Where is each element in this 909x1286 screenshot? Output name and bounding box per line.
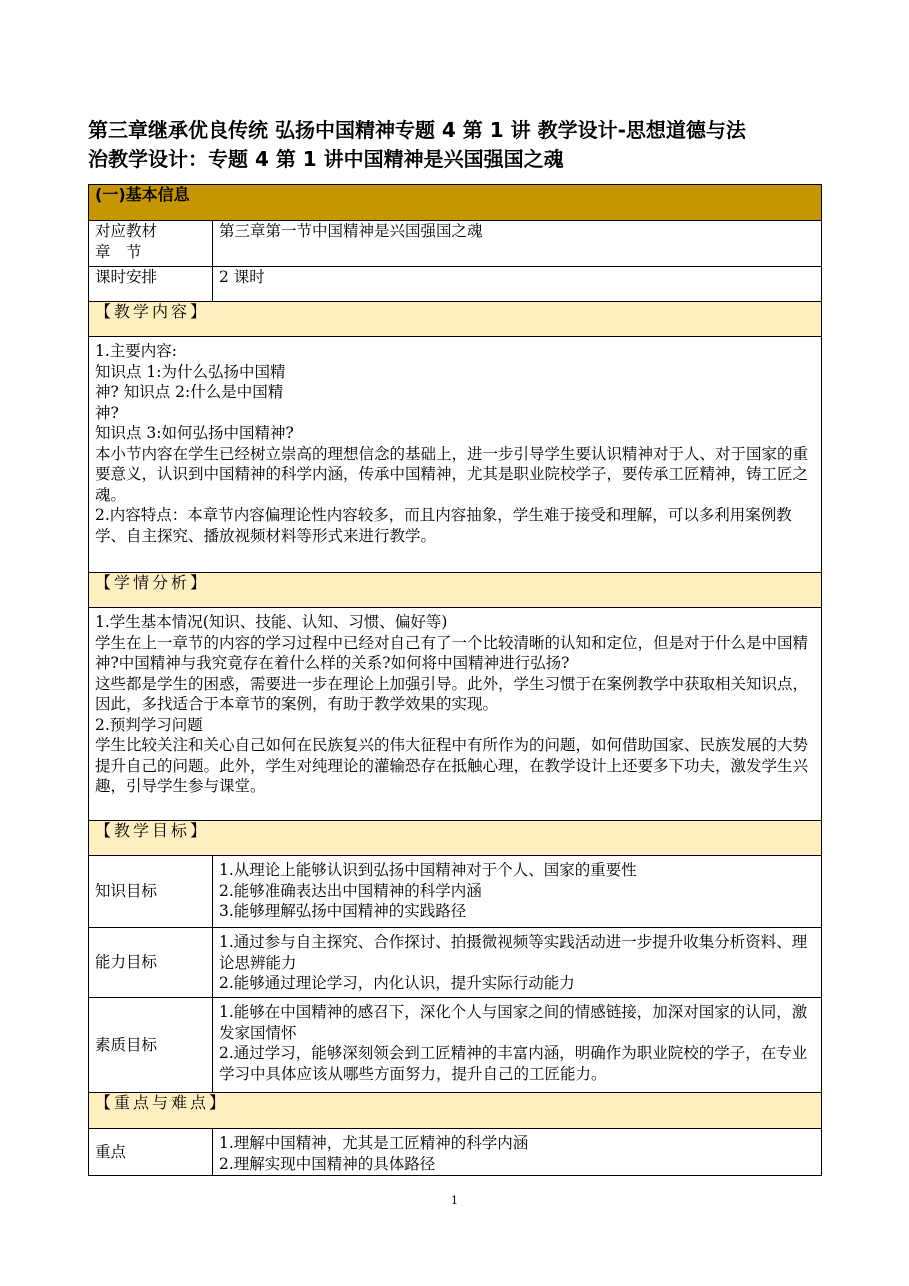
ability-goal-label: 能力目标: [89, 928, 213, 998]
content-body: [89, 337, 822, 573]
knowledge-goal-row: [89, 856, 822, 928]
analysis-paragraph: 学生比较关注和关心自己如何在民族复兴的伟大征程中有所作为的问题，如何借助国家、民族发展的大势提升自己的问题。此外，学生对纯理论的灌输恐存在抵触心理，在教学设计上还要多下功夫，激发学生兴趣，引导学生参与课堂。: [95, 736, 809, 795]
knowledge-goal-item: 2.能够准确表达出中国精神的科学内涵: [219, 881, 482, 900]
focus-body: [213, 1129, 822, 1176]
document-title: [88, 116, 828, 174]
chapter-label: [89, 221, 213, 267]
title-line-2: 治教学设计：专题 4 第 1 讲中国精神是兴国强国之魂: [88, 147, 564, 171]
hours-value: 2 课时: [213, 267, 822, 302]
knowledge-goal-label: 知识目标: [89, 856, 213, 928]
analysis-header: 【学情分析】: [89, 573, 822, 608]
ability-goal-row: [89, 928, 822, 998]
analysis-line: 2.预判学习问题: [95, 715, 203, 734]
hours-label: 课时安排: [89, 267, 213, 302]
content-paragraph: 本小节内容在学生已经树立崇高的理想信念的基础上，进一步引导学生要认识精神对于人、对于国家的重要意义，认识到中国精神的科学内涵，传承中国精神，尤其是职业院校学子，要传承工匠精神，铸工匠之魂。: [95, 444, 809, 504]
content-line: 知识点 3:如何弘扬中国精神?: [95, 424, 294, 442]
chapter-label-line-1: 对应教材: [95, 222, 158, 240]
goals-header-row: [89, 821, 822, 856]
quality-goal-row: [89, 998, 822, 1093]
focus-label: 重点: [89, 1129, 213, 1176]
key-header-row: [89, 1093, 822, 1129]
goals-header: 【教学目标】: [89, 821, 822, 856]
knowledge-goal-item: 3.能够理解弘扬中国精神的实践路径: [219, 902, 467, 920]
chapter-value: 第三章第一节中国精神是兴国强国之魂: [213, 221, 822, 267]
analysis-body-row: [89, 608, 822, 821]
basic-info-header-row: [89, 185, 822, 221]
content-header: 【教学内容】: [89, 302, 822, 337]
content-line: 知识点 1:为什么弘扬中国精: [95, 362, 286, 381]
content-line: 1.主要内容:: [95, 342, 178, 360]
title-line-1: 第三章继承优良传统 弘扬中国精神专题 4 第 1 讲 教学设计-思想道德与法: [88, 118, 746, 142]
content-line: 神? 知识点 2:什么是中国精: [95, 383, 284, 401]
ability-goal-item: 2.能够通过理论学习，内化认识，提升实际行动能力: [219, 974, 575, 992]
lesson-plan-table: [88, 184, 822, 1176]
content-line: 神?: [95, 403, 119, 422]
key-header: 【重点与难点】: [89, 1093, 822, 1129]
knowledge-goal-item: 1.从理论上能够认识到弘扬中国精神对于个人、国家的重要性: [219, 861, 637, 879]
chapter-row: [89, 221, 822, 267]
analysis-body: [89, 608, 822, 821]
chapter-label-line-2: 章 节: [95, 242, 142, 261]
ability-goal-body: [213, 928, 822, 998]
focus-row: [89, 1129, 822, 1176]
content-body-row: [89, 337, 822, 573]
content-paragraph: 2.内容特点：本章节内容偏理论性内容较多，而且内容抽象，学生难于接受和理解，可以多利用案例教学、自主探究、播放视频材料等形式来进行教学。: [95, 506, 792, 545]
analysis-header-row: [89, 573, 822, 608]
quality-goal-item: 2.通过学习，能够深刻领会到工匠精神的丰富内涵，明确作为职业院校的学子，在专业学习中具体应该从哪些方面努力，提升自己的工匠能力。: [219, 1044, 808, 1083]
page-number: 1: [451, 1194, 458, 1207]
focus-item: 1.理解中国精神，尤其是工匠精神的科学内涵: [219, 1134, 529, 1152]
basic-info-header: (一)基本信息: [89, 185, 822, 221]
quality-goal-item: 1.能够在中国精神的感召下，深化个人与国家之间的情感链接，加深对国家的认同，激发家国情怀: [219, 1003, 808, 1042]
hours-row: [89, 267, 822, 302]
content-header-row: [89, 302, 822, 337]
focus-item: 2.理解实现中国精神的具体路径: [219, 1154, 436, 1173]
quality-goal-label: 素质目标: [89, 998, 213, 1093]
analysis-paragraph: 学生在上一章节的内容的学习过程中已经对自己有了一个比较清晰的认知和定位，但是对于什么是中国精神?中国精神与我究竟存在着什么样的关系?如何将中国精神进行弘扬?: [95, 633, 809, 672]
knowledge-goal-body: [213, 856, 822, 928]
analysis-line: 1.学生基本情况(知识、技能、认知、习惯、偏好等): [95, 613, 448, 631]
quality-goal-body: [213, 998, 822, 1093]
analysis-paragraph: 这些都是学生的困惑，需要进一步在理论上加强引导。此外，学生习惯于在案例教学中获取相关知识点，因此，多找适合于本章节的案例，有助于教学效果的实现。: [95, 674, 809, 713]
ability-goal-item: 1.通过参与自主探究、合作探讨、拍摄微视频等实践活动进一步提升收集分析资料、理论思辨能力: [219, 933, 808, 972]
